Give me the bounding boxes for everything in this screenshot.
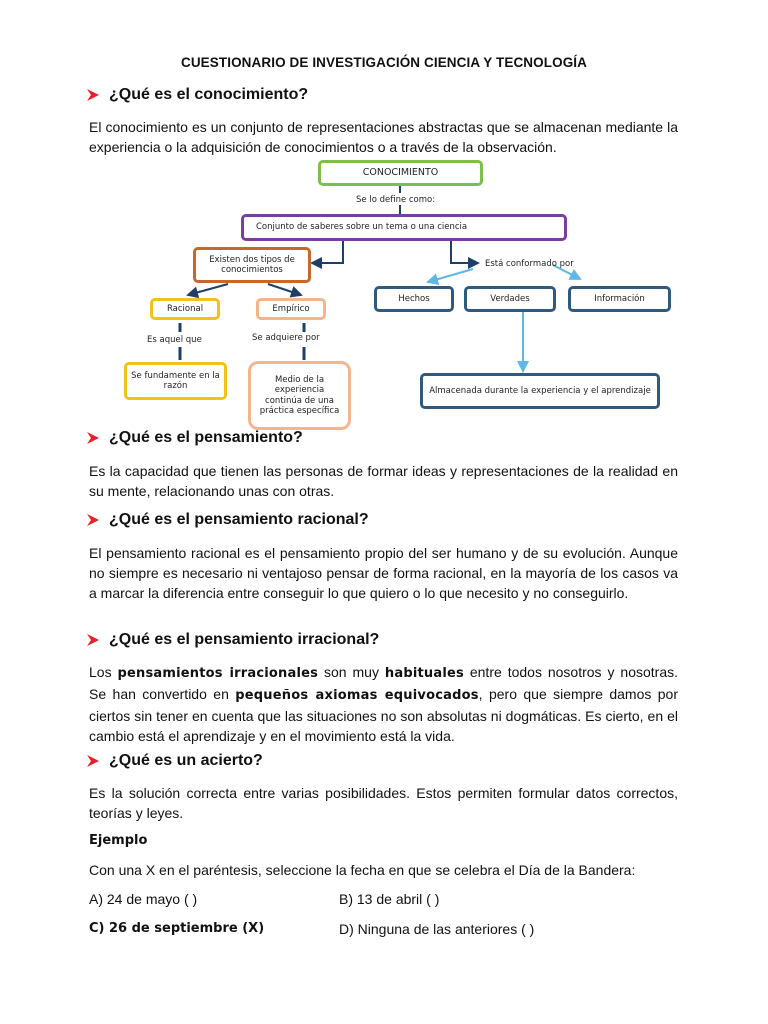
answer-text: entre todos nosotros y nosotras. Se han convertido en <box>89 664 678 702</box>
question-heading <box>86 511 369 529</box>
racional-label: Es aquel que <box>147 335 202 345</box>
answer-paragraph: El conocimiento es un conjunto de representaciones abstractas que se almacenan mediante la experiencia o la adquisición de conocimientos o a través de la observación. <box>89 119 678 155</box>
arrow-bullet-icon <box>86 513 100 527</box>
arrow-bullet-icon <box>86 88 100 102</box>
knowledge-concept-map <box>118 157 678 432</box>
option-d: D) Ninguna de las anteriores ( ) <box>339 921 535 937</box>
question-text: ¿Qué es el conocimiento? <box>109 86 309 103</box>
concept-root: CONOCIMIENTO <box>318 160 483 186</box>
verdades-box: Verdades <box>464 286 556 312</box>
informacion-box: Información <box>568 286 671 312</box>
conformed-label: Está conformado por <box>485 259 574 269</box>
answer-paragraph <box>89 662 678 746</box>
example-prompt: Con una X en el paréntesis, seleccione la fecha en que se celebra el Día de la Bandera: <box>89 862 636 878</box>
question-heading <box>86 631 379 649</box>
question-text: ¿Qué es el pensamiento irracional? <box>109 631 380 648</box>
answer-paragraph: El pensamiento racional es el pensamiento propio del ser humano y de su evolución. Aunque no siempre es necesario ni ventajoso pensar de forma racional, en la mayoría de los casos va a marcar la diferencia entre conseguir lo que quiero o lo que necesito y no conseguirlo. <box>89 545 678 601</box>
answer-emphasis: pensamientos irracionales <box>117 666 319 681</box>
question-heading <box>86 86 308 104</box>
answer-text: , pero que siempre damos por ciertos sin tener en cuenta que las situaciones no son absolutas ni dogmáticas. Es cierto, en el cambio está el aprendizaje y en el movimiento está la vida. <box>89 686 679 744</box>
racional-box: Racional <box>150 298 220 320</box>
arrow-bullet-icon <box>86 431 100 445</box>
option-a: A) 24 de mayo ( ) <box>89 891 198 907</box>
question-heading <box>86 752 263 770</box>
answer-paragraph: Es la solución correcta entre varias posibilidades. Estos permiten formular datos correctos, teorías y leyes. <box>89 785 678 821</box>
answer-paragraph: Es la capacidad que tienen las personas de formar ideas y representaciones de la realidad en su mente, relacionando unas con otras. <box>89 463 678 499</box>
answer-text: son muy <box>318 664 385 680</box>
option-c: C) 26 de septiembre (X) <box>89 921 265 936</box>
arrow-bullet-icon <box>86 633 100 647</box>
empirico-label: Se adquiere por <box>252 333 320 343</box>
racional-description: Se fundamente en la razón <box>124 362 227 400</box>
hechos-box: Hechos <box>374 286 454 312</box>
page-title: CUESTIONARIO DE INVESTIGACIÓN CIENCIA Y TECNOLOGÍA <box>180 55 588 70</box>
question-text: ¿Qué es el pensamiento racional? <box>109 511 369 528</box>
define-label: Se lo define como: <box>356 195 436 205</box>
stored-box: Almacenada durante la experiencia y el aprendizaje <box>420 373 660 409</box>
concept-definition: Conjunto de saberes sobre un tema o una ciencia <box>241 214 567 241</box>
answer-text: Los <box>89 664 118 680</box>
arrow-bullet-icon <box>86 754 100 768</box>
option-b: B) 13 de abril ( ) <box>339 891 440 907</box>
question-heading <box>86 429 303 447</box>
question-text: ¿Qué es el pensamiento? <box>109 429 303 446</box>
example-heading: Ejemplo <box>89 833 148 848</box>
knowledge-types: Existen dos tipos de conocimientos <box>193 247 311 283</box>
empirico-description: Medio de la experiencia continúa de una práctica específica <box>248 361 351 430</box>
answer-emphasis: habituales <box>384 666 464 681</box>
answer-emphasis: pequeños axiomas equivocados <box>235 688 479 703</box>
empirico-box: Empírico <box>256 298 326 320</box>
question-text: ¿Qué es un acierto? <box>109 752 263 769</box>
